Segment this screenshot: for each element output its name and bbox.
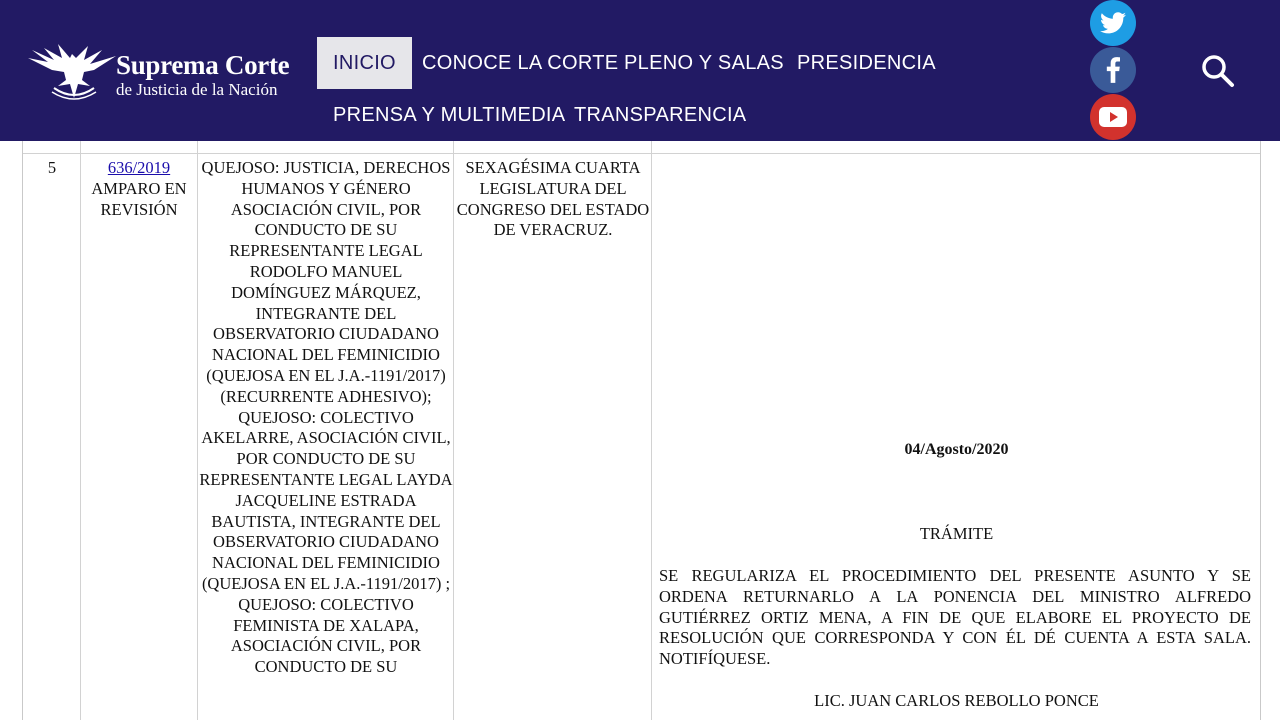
tipo-asunto: AMPARO EN REVISIÓN	[91, 178, 187, 219]
row-separator	[23, 153, 1260, 154]
column-divider	[80, 141, 81, 720]
twitter-button[interactable]	[1090, 0, 1136, 46]
eagle-emblem-icon	[24, 40, 124, 104]
expediente-cell	[81, 158, 197, 220]
nav-prensa-y-multimedia[interactable]: PRENSA Y MULTIMEDIA	[333, 104, 566, 126]
logo-title: Suprema Corte	[116, 50, 290, 80]
tramite-label: TRÁMITE	[919, 524, 994, 543]
youtube-button[interactable]	[1090, 94, 1136, 140]
autoridad-cell: SEXAGÉSIMA CUARTA LEGISLATURA DEL CONGRESO DEL ESTADO DE VERACRUZ.	[456, 158, 650, 240]
partes-cell: QUEJOSO: JUSTICIA, DERECHOS HUMANOS Y GÉNERO ASOCIACIÓN CIVIL, POR CONDUCTO DE SU REPRESENTANTE LEGAL RODOLFO MANUEL DOMÍNGUEZ MÁRQUEZ, INTEGRANTE DEL OBSERVATORIO CIUDADANO NACIONAL DEL FEMINICIDIO (QUEJOSA EN EL J.A.-1191/2017) (RECURRENTE ADHESIVO); QUEJOSO: COLECTIVO AKELARRE, ASOCIACIÓN CIVIL, POR CONDUCTO DE SU REPRESENTANTE LEGAL LAYDA JACQUELINE ESTRADA BAUTISTA, INTEGRANTE DEL OBSERVATORIO CIUDADANO NACIONAL DEL FEMINICIDIO (QUEJOSA EN EL J.A.-1191/2017) ; QUEJOSO: COLECTIVO FEMINISTA DE XALAPA, ASOCIACIÓN CIVIL, POR CONDUCTO DE SU	[199, 158, 453, 677]
expediente-link[interactable]: 636/2019	[107, 158, 171, 177]
logo-subtitle: de Justicia de la Nación	[116, 80, 278, 99]
firma-secretario: LIC. JUAN CARLOS REBOLLO PONCE	[814, 691, 1099, 710]
youtube-icon	[1099, 107, 1127, 127]
acuerdo-text: SE REGULARIZA EL PROCEDIMIENTO DEL PRESENTE ASUNTO Y SE ORDENA RETURNARLO A LA PONENCIA DEL MINISTRO ALFREDO GUTIÉRREZ ORTIZ MENA, A FIN DE QUE ELABORE EL PROYECTO DE RESOLUCIÓN QUE CORRESPONDA Y CON ÉL DÉ CUENTA A ESTA SALA. NOTIFÍQUESE.	[659, 566, 1251, 669]
nav-pleno-y-salas[interactable]: PLENO Y SALAS	[624, 52, 784, 74]
asuntos-table	[22, 141, 1261, 720]
facebook-button[interactable]	[1090, 47, 1136, 93]
scjn-logo[interactable]	[24, 38, 290, 104]
column-divider	[453, 141, 454, 720]
nav-presidencia[interactable]: PRESIDENCIA	[797, 52, 936, 74]
search-button[interactable]	[1200, 53, 1236, 89]
nav-inicio[interactable]: INICIO	[317, 37, 412, 89]
nav-transparencia[interactable]: TRANSPARENCIA	[574, 104, 747, 126]
facebook-icon	[1106, 57, 1120, 83]
twitter-icon	[1100, 12, 1126, 34]
column-divider	[651, 141, 652, 720]
column-divider	[197, 141, 198, 720]
fecha-sesion: 04/Agosto/2020	[904, 441, 1009, 458]
nav-conoce-la-corte[interactable]: CONOCE LA CORTE	[422, 52, 619, 74]
search-icon	[1200, 53, 1236, 89]
row-number: 5	[47, 158, 57, 177]
site-header	[0, 0, 1280, 141]
